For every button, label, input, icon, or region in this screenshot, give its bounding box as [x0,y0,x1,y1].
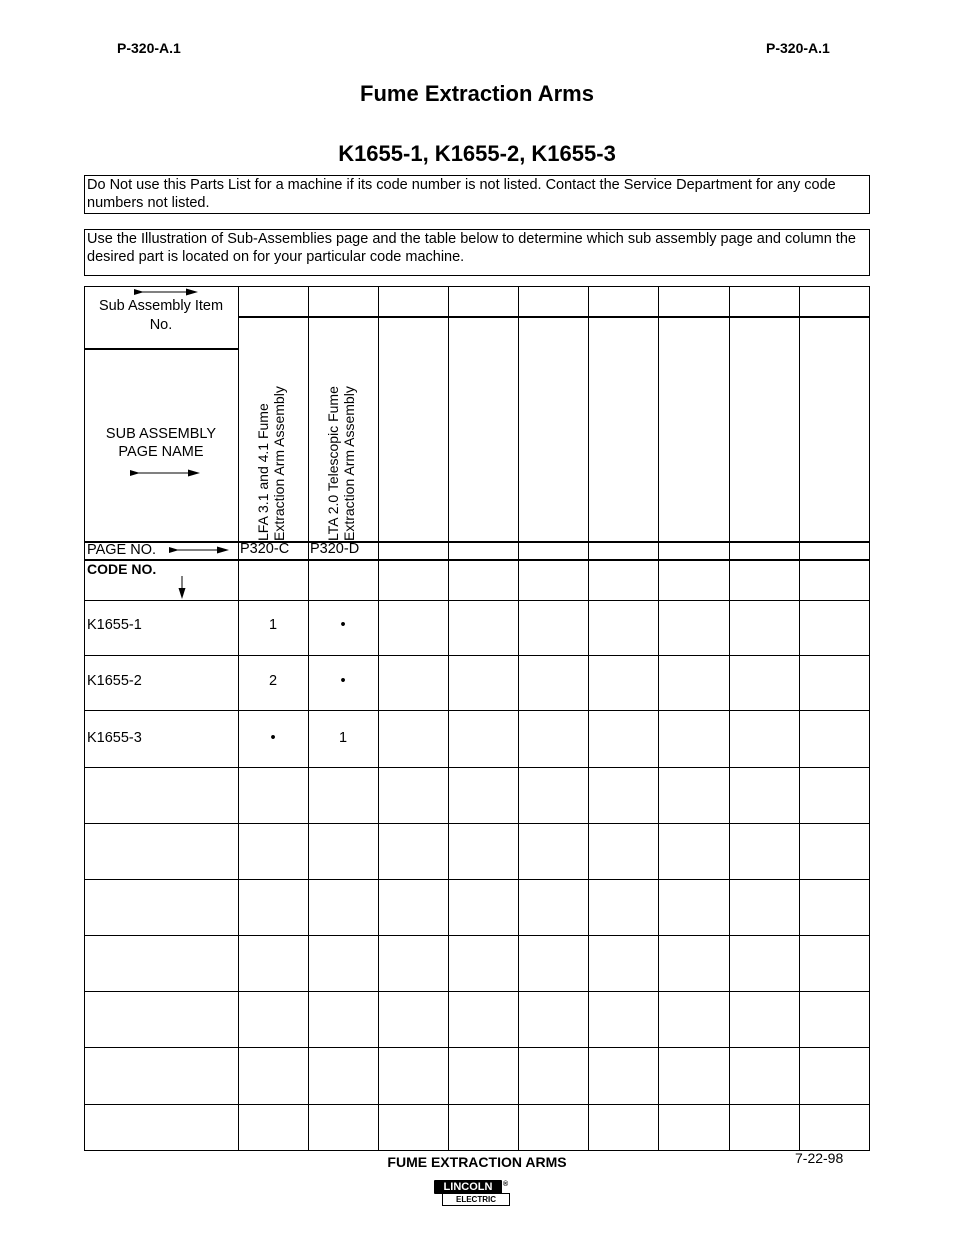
page-subtitle: K1655-1, K1655-2, K1655-3 [338,141,616,166]
table-cell: 1 [338,730,348,746]
footer-date: 7-22-98 [795,1150,844,1166]
lincoln-electric-logo: LINCOLN ELECTRIC ® [434,1180,512,1208]
page-no-label: PAGE NO. [87,542,157,558]
column-page-lfa: P320-C [240,541,290,557]
column-page-lta: P320-D [310,541,360,557]
column-name-lfa: LFA 3.1 and 4.1 Fume Extraction Arm Assembly [255,386,287,541]
note-box-not-listed: Do Not use this Parts List for a machine if its code number is not listed. Contact the Service Department for any code numbers not listed. [84,175,870,214]
table-cell: • [340,617,346,633]
note-box-instructions: Use the Illustration of Sub-Assemblies page and the table below to determine which sub assembly page and column the desired part is located on for your particular code machine. [84,229,870,276]
page-code-right: P-320-A.1 [766,40,830,56]
page-title: Fume Extraction Arms [360,81,594,106]
sub-assembly-item-label: Sub Assembly Item No. [98,298,224,333]
right-arrow-icon [167,544,231,556]
table-row-code: K1655-3 [87,730,142,746]
right-arrow-icon [128,467,202,479]
table-row-code: K1655-1 [87,617,142,633]
table-row-code: K1655-2 [87,673,142,689]
sub-assembly-page-name-label: SUB ASSEMBLY PAGE NAME [105,426,217,460]
page-code-left: P-320-A.1 [117,40,181,56]
table-cell: • [270,730,276,746]
table-cell: • [340,673,346,689]
down-arrow-icon [176,576,188,600]
table-cell: 2 [268,673,278,689]
table-cell: 1 [268,617,278,633]
column-name-lta: LTA 2.0 Telescopic Fume Extraction Arm Assembly [325,386,357,541]
footer-section-title: FUME EXTRACTION ARMS [387,1154,567,1170]
code-no-label: CODE NO. [87,561,157,577]
